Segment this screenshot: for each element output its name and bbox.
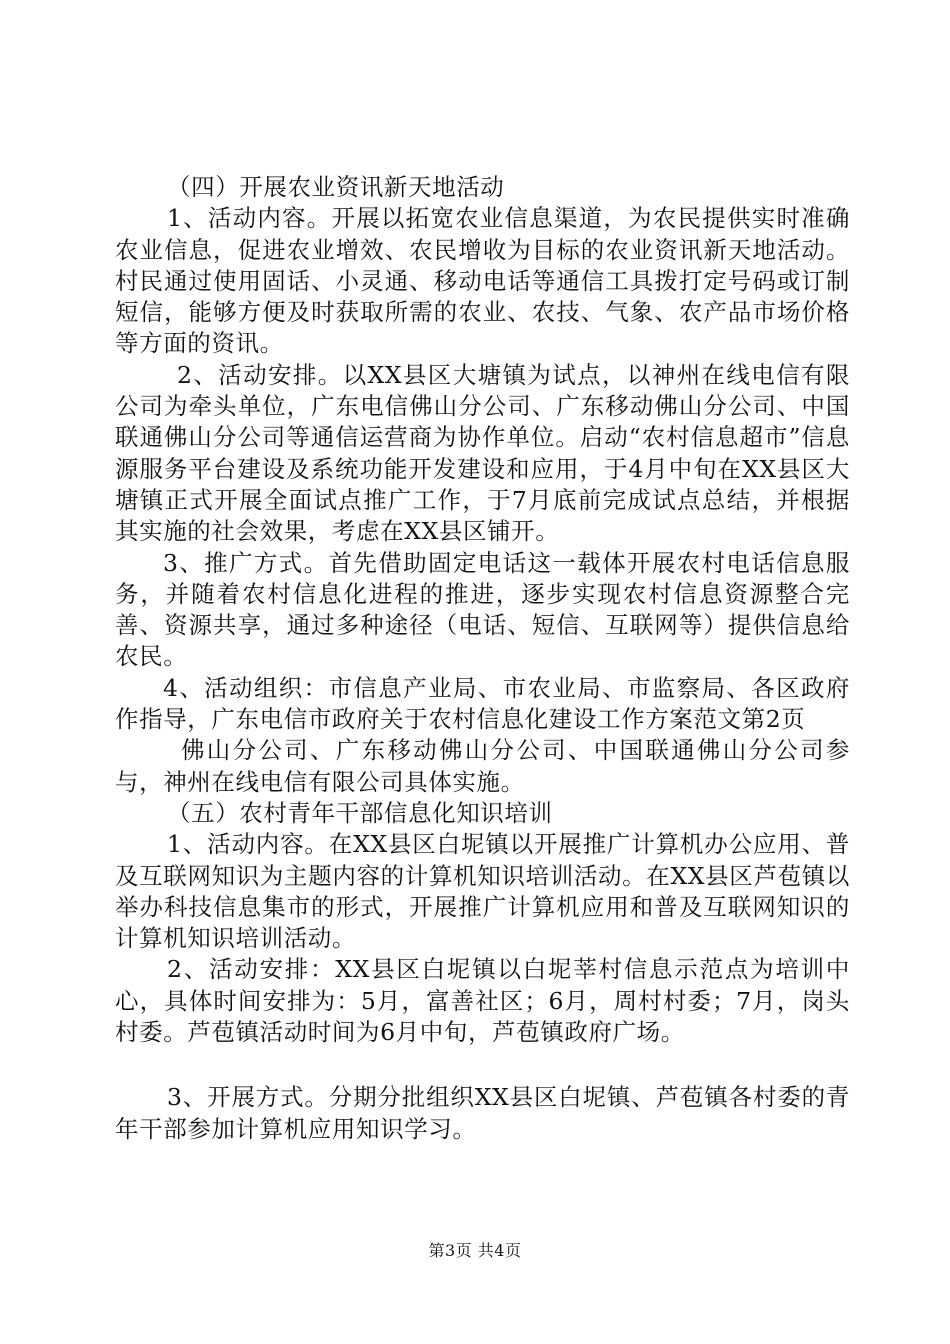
paragraph-gap bbox=[115, 1048, 850, 1082]
paragraph-activity-arrangement: 2、活动安排。以XX县区大塘镇为试点，以神州在线电信有限公司为牵头单位，广东电信佛山分公司、广东移动佛山分公司、中国联通佛山分公司等通信运营商为协作单位。启动“农村信息超市”信息源服务平台建设及系统功能开发建设和应用，于4月中旬在XX县区大塘镇正式开展全面试点推广工作，于7月底前完成试点总结，并根据其实施的社会效果，考虑在XX县区铺开。 bbox=[115, 360, 850, 546]
paragraph-promotion-method: 3、推广方式。首先借助固定电话这一载体开展农村电话信息服务，并随着农村信息化进程的推进，逐步实现农村信息资源整合完善、资源共享，通过多种途径（电话、短信、互联网等）提供信息给农民。 bbox=[115, 548, 850, 671]
document-body bbox=[115, 172, 850, 1145]
paragraph-activity-content: 1、活动内容。开展以拓宽农业信息渠道，为农民提供实时准确农业信息，促进农业增效、农民增收为目标的农业资讯新天地活动。村民通过使用固话、小灵通、移动电话等通信工具拨打定号码或订制短信，能够方便及时获取所需的农业、农技、气象、农产品市场价格等方面的资讯。 bbox=[115, 204, 850, 358]
paragraph-activity-organization: 4、活动组织：市信息产业局、市农业局、市监察局、各区政府作指导，广东电信市政府关于农村信息化建设工作方案范文第2页 bbox=[115, 673, 850, 734]
section-heading-4: （四）开展农业资讯新天地活动 bbox=[167, 173, 505, 201]
paragraph-training-arrangement: 2、活动安排：XX县区白坭镇以白坭莘村信息示范点为培训中心，具体时间安排为：5月，富善社区；6月，周村村委；7月，岗头村委。芦苞镇活动时间为6月中旬，芦苞镇政府广场。 bbox=[115, 955, 850, 1047]
page-footer: 第3页 共4页 bbox=[428, 1241, 522, 1260]
paragraph-participants: 佛山分公司、广东移动佛山分公司、中国联通佛山分公司参与，神州在线电信有限公司具体实施。 bbox=[115, 736, 850, 796]
section-heading-5: （五）农村青年干部信息化知识培训 bbox=[167, 798, 553, 827]
paragraph-training-method: 3、开展方式。分期分批组织XX县区白坭镇、芦苞镇各村委的青年干部参加计算机应用知识学习。 bbox=[115, 1083, 850, 1143]
paragraph-training-content: 1、活动内容。在XX县区白坭镇以开展推广计算机办公应用、普及互联网知识为主题内容的计算机知识培训活动。在XX县区芦苞镇以举办科技信息集市的形式，开展推广计算机应用和普及互联网知识的计算机知识培训活动。 bbox=[115, 830, 850, 953]
